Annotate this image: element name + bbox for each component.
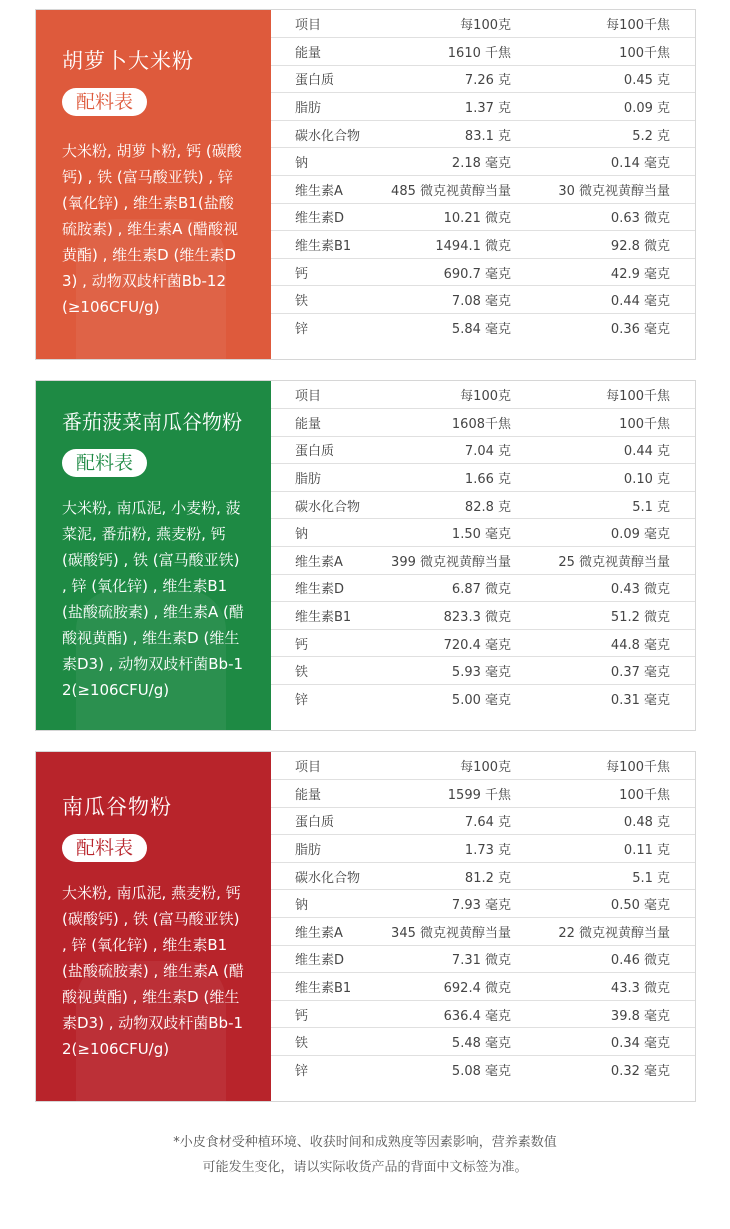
table-row (271, 65, 695, 93)
per-100g-value: 每100克 (460, 760, 511, 776)
per-100g-value: 1610 千焦 (371, 38, 517, 66)
nutrient-name: 维生素B1 (271, 602, 371, 630)
nutrient-name: 维生素A (271, 547, 371, 575)
per-100kj-value: 92.8 微克 (517, 231, 695, 259)
nutrient-name: 锌 (271, 314, 371, 342)
product-block-carrot-rice (35, 9, 696, 360)
product-title: 番茄菠菜南瓜谷物粉 (62, 410, 242, 434)
per-100kj-value: 0.09 毫克 (517, 519, 695, 547)
footnote-line: 可能发生变化，请以实际收货产品的背面中文标签为准。 (202, 1160, 528, 1175)
table-row (271, 409, 695, 437)
nutrient-name: 能量 (271, 409, 371, 437)
per-100kj-value: 100千焦 (517, 409, 695, 437)
nutrient-name: 项目 (295, 18, 322, 34)
per-100kj-value: 0.32 毫克 (517, 1056, 695, 1084)
nutrition-table (271, 10, 695, 341)
nutrient-name: 铁 (271, 657, 371, 685)
nutrition-panel (271, 10, 695, 359)
per-100kj-value: 0.44 毫克 (517, 286, 695, 314)
per-100kj-value: 0.36 毫克 (517, 314, 695, 342)
per-100g-value: 7.04 克 (371, 436, 517, 464)
per-100kj-value: 22 微克视黄醇当量 (517, 918, 695, 946)
per-100g-value: 5.48 毫克 (371, 1028, 517, 1056)
per-100kj-value: 100千焦 (517, 780, 695, 808)
per-100kj-value: 44.8 毫克 (517, 629, 695, 657)
table-row (271, 231, 695, 259)
table-row (271, 629, 695, 657)
nutrient-name: 钠 (271, 519, 371, 547)
ingredients-badge: 配料表 (62, 449, 147, 477)
nutrient-name: 维生素D (271, 945, 371, 973)
per-100kj-value: 0.31 毫克 (517, 685, 695, 713)
table-row (271, 602, 695, 630)
per-100g-value: 720.4 毫克 (371, 629, 517, 657)
per-100kj-value: 0.11 克 (517, 835, 695, 863)
table-row (271, 685, 695, 713)
table-row (271, 148, 695, 176)
per-100g-value: 每100克 (460, 389, 511, 405)
per-100kj-value: 43.3 微克 (517, 973, 695, 1001)
per-100g-value: 2.18 毫克 (371, 148, 517, 176)
product-panel (36, 381, 271, 730)
table-row (271, 203, 695, 231)
ingredients-badge: 配料表 (62, 88, 147, 116)
per-100kj-value: 5.1 克 (517, 862, 695, 890)
ingredients-text: 大米粉, 南瓜泥, 燕麦粉, 钙 (碳酸钙) , 铁 (富马酸亚铁) , 锌 (氧化锌) , 维生素B1 (盐酸硫胺素) , 维生素A (醋酸视黄酯) , 维生素D (维生素D3) , 动物双歧杆菌Bb-12(≥106CFU/g) (62, 884, 244, 1058)
nutrient-name: 维生素A (271, 918, 371, 946)
nutrient-name: 维生素B1 (271, 973, 371, 1001)
per-100g-value: 5.00 毫克 (371, 685, 517, 713)
per-100kj-value: 5.2 克 (517, 120, 695, 148)
per-100g-value: 485 微克视黄醇当量 (371, 176, 517, 204)
product-block-pumpkin-cereal (35, 751, 696, 1102)
nutrient-name: 项目 (295, 760, 322, 776)
ingredients-badge: 配料表 (62, 834, 147, 862)
product-title: 胡萝卜大米粉 (62, 49, 194, 73)
table-row (271, 176, 695, 204)
table-row (271, 657, 695, 685)
nutrient-name: 维生素B1 (271, 231, 371, 259)
table-row (271, 973, 695, 1001)
per-100kj-value: 30 微克视黄醇当量 (517, 176, 695, 204)
nutrient-name: 脂肪 (271, 835, 371, 863)
product-title: 南瓜谷物粉 (62, 795, 172, 819)
per-100g-value: 1.66 克 (371, 464, 517, 492)
per-100kj-value: 每100千焦 (606, 18, 670, 34)
per-100g-value: 5.84 毫克 (371, 314, 517, 342)
per-100g-value: 1.73 克 (371, 835, 517, 863)
per-100kj-value: 0.09 克 (517, 93, 695, 121)
nutrient-name: 锌 (271, 685, 371, 713)
per-100kj-value: 51.2 微克 (517, 602, 695, 630)
per-100kj-value: 100千焦 (517, 38, 695, 66)
table-row (271, 918, 695, 946)
table-row (271, 519, 695, 547)
nutrient-name: 钙 (271, 629, 371, 657)
per-100g-value: 823.3 微克 (371, 602, 517, 630)
per-100kj-value: 每100千焦 (606, 389, 670, 405)
table-row (271, 574, 695, 602)
per-100g-value: 692.4 微克 (371, 973, 517, 1001)
nutrient-name: 碳水化合物 (271, 491, 371, 519)
per-100kj-value: 25 微克视黄醇当量 (517, 547, 695, 575)
per-100kj-value: 0.37 毫克 (517, 657, 695, 685)
per-100g-value: 1494.1 微克 (371, 231, 517, 259)
per-100g-value: 10.21 微克 (371, 203, 517, 231)
per-100kj-value: 0.45 克 (517, 65, 695, 93)
nutrient-name: 碳水化合物 (271, 862, 371, 890)
nutrient-name: 锌 (271, 1056, 371, 1084)
footnote-line: *小皮食材受种植环境、收获时间和成熟度等因素影响，营养素数值 (173, 1135, 557, 1150)
nutrient-name: 项目 (295, 389, 322, 405)
nutrient-name: 铁 (271, 1028, 371, 1056)
per-100kj-value: 0.46 微克 (517, 945, 695, 973)
per-100kj-value: 0.10 克 (517, 464, 695, 492)
nutrient-name: 钙 (271, 1000, 371, 1028)
footnote (0, 1130, 730, 1180)
table-row (271, 38, 695, 66)
table-row (271, 835, 695, 863)
per-100kj-value: 39.8 毫克 (517, 1000, 695, 1028)
table-row (271, 1056, 695, 1084)
per-100g-value: 345 微克视黄醇当量 (371, 918, 517, 946)
per-100g-value: 399 微克视黄醇当量 (371, 547, 517, 575)
table-row (271, 547, 695, 575)
nutrient-name: 能量 (271, 780, 371, 808)
nutrient-name: 钠 (271, 148, 371, 176)
nutrient-name: 钙 (271, 258, 371, 286)
nutrient-name: 钠 (271, 890, 371, 918)
nutrition-table (271, 381, 695, 712)
per-100g-value: 7.26 克 (371, 65, 517, 93)
per-100kj-value: 0.43 微克 (517, 574, 695, 602)
per-100g-value: 81.2 克 (371, 862, 517, 890)
nutrient-name: 蛋白质 (271, 436, 371, 464)
product-panel (36, 752, 271, 1101)
table-row (271, 1000, 695, 1028)
per-100kj-value: 每100千焦 (606, 760, 670, 776)
table-row (271, 258, 695, 286)
nutrition-panel (271, 381, 695, 730)
per-100g-value: 5.08 毫克 (371, 1056, 517, 1084)
per-100g-value: 690.7 毫克 (371, 258, 517, 286)
per-100g-value: 83.1 克 (371, 120, 517, 148)
per-100kj-value: 0.50 毫克 (517, 890, 695, 918)
per-100kj-value: 5.1 克 (517, 491, 695, 519)
per-100kj-value: 0.34 毫克 (517, 1028, 695, 1056)
nutrient-name: 维生素D (271, 574, 371, 602)
per-100kj-value: 42.9 毫克 (517, 258, 695, 286)
nutrient-name: 铁 (271, 286, 371, 314)
table-header-row (271, 381, 695, 409)
table-row (271, 120, 695, 148)
nutrition-table (271, 752, 695, 1083)
table-row (271, 464, 695, 492)
per-100g-value: 1608千焦 (371, 409, 517, 437)
ingredients-text: 大米粉, 南瓜泥, 小麦粉, 菠菜泥, 番茄粉, 燕麦粉, 钙 (碳酸钙) , 铁 (富马酸亚铁) , 锌 (氧化锌) , 维生素B1 (盐酸硫胺素) , 维生素A (醋酸视黄酯) , 维生素D (维生素D3) , 动物双歧杆菌Bb-12(≥106CFU/g) (62, 499, 244, 699)
table-row (271, 436, 695, 464)
nutrition-panel (271, 752, 695, 1101)
nutrient-name: 维生素D (271, 203, 371, 231)
table-row (271, 780, 695, 808)
nutrient-name: 蛋白质 (271, 65, 371, 93)
nutrient-name: 脂肪 (271, 464, 371, 492)
per-100g-value: 每100克 (460, 18, 511, 34)
per-100g-value: 82.8 克 (371, 491, 517, 519)
table-header-row (271, 10, 695, 38)
per-100g-value: 1.37 克 (371, 93, 517, 121)
nutrient-name: 蛋白质 (271, 807, 371, 835)
table-row (271, 945, 695, 973)
per-100kj-value: 0.44 克 (517, 436, 695, 464)
per-100g-value: 7.93 毫克 (371, 890, 517, 918)
per-100kj-value: 0.14 毫克 (517, 148, 695, 176)
per-100g-value: 7.31 微克 (371, 945, 517, 973)
product-panel (36, 10, 271, 359)
table-row (271, 807, 695, 835)
per-100g-value: 7.08 毫克 (371, 286, 517, 314)
table-header-row (271, 752, 695, 780)
ingredients-text: 大米粉, 胡萝卜粉, 钙 (碳酸钙) , 铁 (富马酸亚铁) , 锌 (氧化锌) , 维生素B1(盐酸硫胺素) , 维生素A (醋酸视黄酯) , 维生素D (维生素D3) , 动物双歧杆菌Bb-12 (≥106CFU/g) (62, 142, 242, 316)
table-row (271, 890, 695, 918)
nutrient-name: 脂肪 (271, 93, 371, 121)
table-row (271, 93, 695, 121)
per-100g-value: 6.87 微克 (371, 574, 517, 602)
nutrient-name: 碳水化合物 (271, 120, 371, 148)
table-row (271, 286, 695, 314)
per-100g-value: 5.93 毫克 (371, 657, 517, 685)
table-row (271, 862, 695, 890)
per-100g-value: 7.64 克 (371, 807, 517, 835)
nutrient-name: 维生素A (271, 176, 371, 204)
table-row (271, 1028, 695, 1056)
per-100g-value: 1599 千焦 (371, 780, 517, 808)
table-row (271, 314, 695, 342)
per-100kj-value: 0.48 克 (517, 807, 695, 835)
per-100g-value: 636.4 毫克 (371, 1000, 517, 1028)
per-100g-value: 1.50 毫克 (371, 519, 517, 547)
per-100kj-value: 0.63 微克 (517, 203, 695, 231)
table-row (271, 491, 695, 519)
product-block-tomato-spinach-pumpkin (35, 380, 696, 731)
nutrient-name: 能量 (271, 38, 371, 66)
